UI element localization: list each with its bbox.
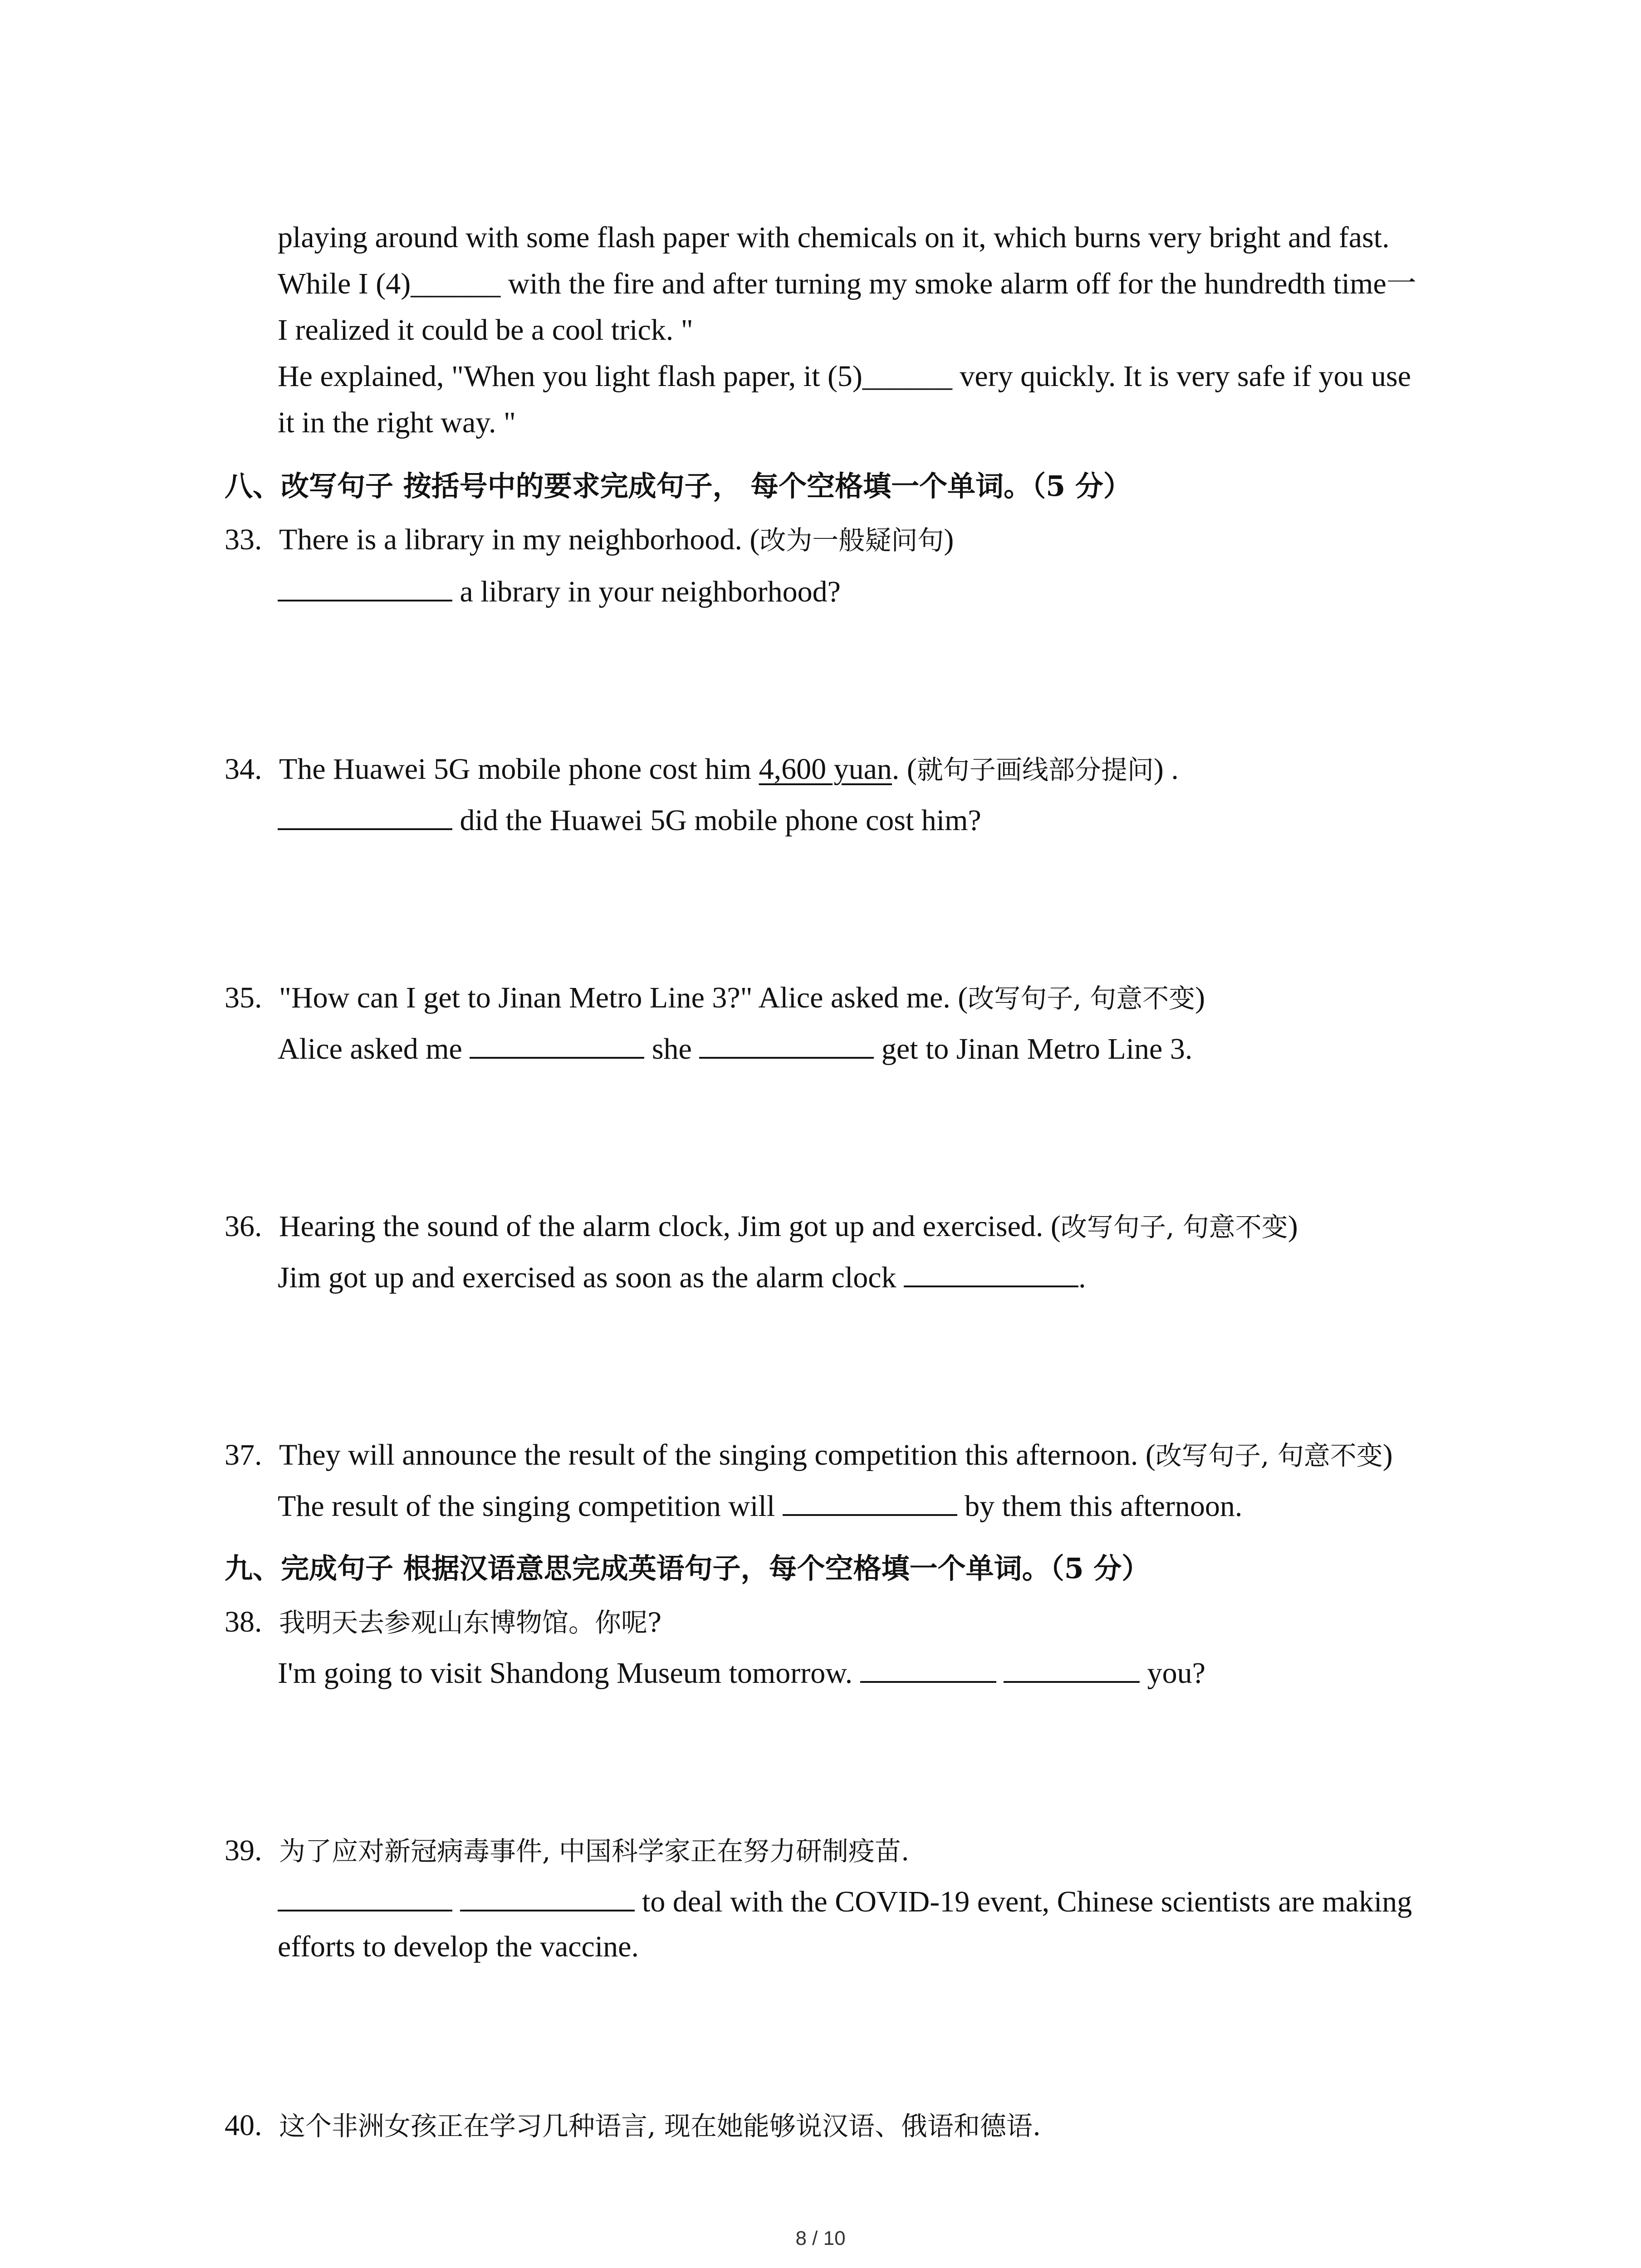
passage-line: He explained, "When you light flash paper, it (5)______ very quickly. It is very safe if you use	[278, 360, 1411, 393]
answer-blank[interactable]	[783, 1487, 957, 1516]
answer-line-39: to deal with the COVID-19 event, Chinese scientists are making	[278, 1882, 1412, 1920]
section-9-heading: 九、完成句子 根据汉语意思完成英语句子，每个空格填一个单词。（5 分）	[225, 1552, 1150, 1585]
question-number: 35.	[225, 981, 262, 1014]
question-number: 40.	[225, 2109, 262, 2142]
answer-blank[interactable]	[278, 1882, 452, 1911]
answer-blank[interactable]	[460, 1882, 635, 1911]
answer-line-35: Alice asked me she get to Jinan Metro Line 3.	[278, 1030, 1192, 1067]
passage-line: playing around with some flash paper with chemicals on it, which burns very bright and fast.	[278, 221, 1390, 254]
passage-line: I realized it could be a cool trick. "	[278, 313, 693, 347]
answer-line-38: I'm going to visit Shandong Museum tomorrow. you?	[278, 1654, 1205, 1691]
answer-blank[interactable]	[1004, 1654, 1140, 1683]
question-number: 39.	[225, 1834, 262, 1867]
question-34: 34. The Huawei 5G mobile phone cost him 4,600 yuan. (就句子画线部分提问) .	[225, 751, 1179, 788]
answer-blank[interactable]	[699, 1030, 874, 1059]
answer-blank[interactable]	[470, 1030, 644, 1059]
question-35: 35. "How can I get to Jinan Metro Line 3?" Alice asked me. (改写句子, 句意不变)	[225, 980, 1205, 1017]
section-8-heading: 八、改写句子 按括号中的要求完成句子， 每个空格填一个单词。（5 分）	[225, 469, 1132, 503]
answer-blank[interactable]	[278, 801, 452, 830]
page-number: 8 / 10	[795, 2227, 846, 2249]
question-36: 36. Hearing the sound of the alarm clock, Jim got up and exercised. (改写句子, 句意不变)	[225, 1208, 1298, 1245]
question-40: 40. 这个非洲女孩正在学习几种语言, 现在她能够说汉语、俄语和德语.	[225, 2107, 1041, 2144]
passage-line: it in the right way. "	[278, 406, 516, 439]
answer-line-33: a library in your neighborhood?	[278, 572, 841, 610]
question-39: 39. 为了应对新冠病毒事件, 中国科学家正在努力研制疫苗.	[225, 1833, 909, 1869]
question-38: 38. 我明天去参观山东博物馆。你呢?	[225, 1604, 661, 1641]
question-number: 34.	[225, 753, 262, 786]
answer-blank[interactable]	[860, 1654, 996, 1683]
answer-blank[interactable]	[278, 572, 452, 601]
answer-blank[interactable]	[904, 1258, 1078, 1287]
answer-line-36: Jim got up and exercised as soon as the alarm clock .	[278, 1258, 1086, 1296]
answer-line-34: did the Huawei 5G mobile phone cost him?	[278, 801, 981, 839]
question-37: 37. They will announce the result of the singing competition this afternoon. (改写句子, 句意不变)	[225, 1437, 1393, 1474]
question-number: 38.	[225, 1605, 262, 1638]
passage-line: While I (4)______ with the fire and after turning my smoke alarm off for the hundredth time一	[278, 267, 1416, 300]
question-number: 33.	[225, 523, 262, 556]
answer-line-37: The result of the singing competition will by them this afternoon.	[278, 1487, 1242, 1525]
question-33: 33. There is a library in my neighborhood. (改为一般疑问句)	[225, 522, 954, 558]
underlined-phrase: 4,600 yuan	[759, 753, 892, 786]
question-number: 37.	[225, 1438, 262, 1471]
answer-line-39-cont: efforts to develop the vaccine.	[278, 1930, 639, 1963]
question-number: 36.	[225, 1210, 262, 1243]
